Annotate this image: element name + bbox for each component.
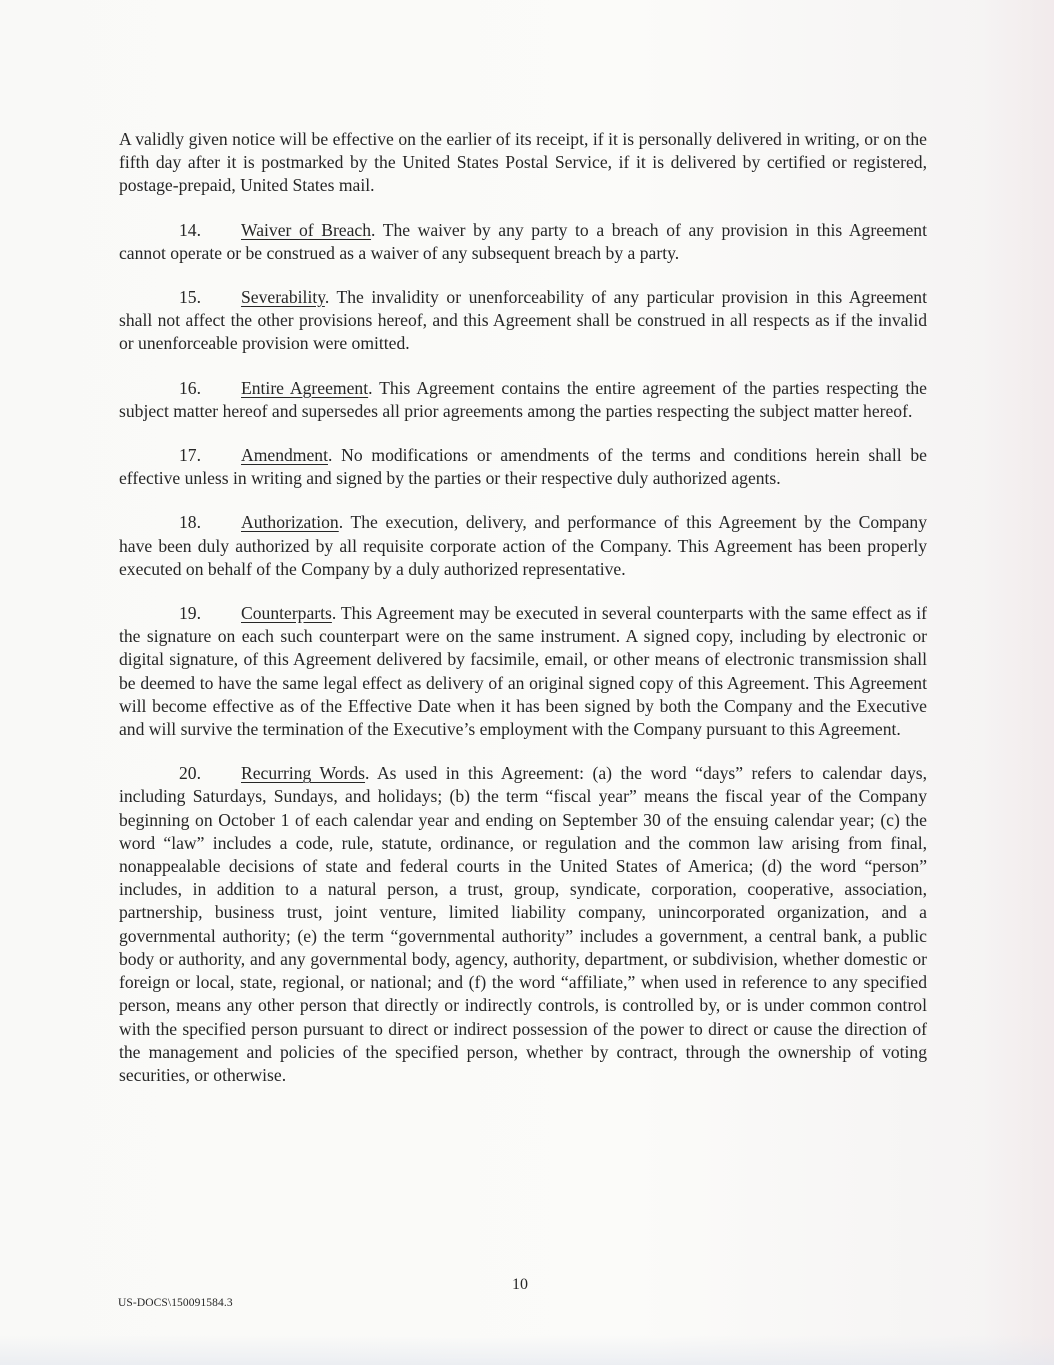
section-heading: Waiver of Breach (241, 219, 372, 240)
section-number: 17. (179, 445, 201, 466)
section-text: . As used in this Agreement: (a) the word “days” refers to calendar days, including Saturdays, Sundays, and holidays; (b) the term “fiscal year” means the fiscal year of the Company beginning on October 1 of each calendar year and ending on September 30 of the ensuing calendar year; (c) the word “law” includes a code, rule, statute, ordinance, or regulation and the common law arising from final, nonappealable decisions of state and federal courts in the United States of America; (d) the word “person” includes, in addition to a natural person, a trust, group, syndicate, corporation, cooperative, association, partnership, business trust, joint venture, limited liability company, unincorporated organization, and a governmental authority; (e) the term “governmental authority” includes a government, a central bank, a public body or authority, and any governmental body, agency, authority, department, or subdivision, whether domestic or foreign or local, state, regional, or national; and (f) the word “affiliate,” when used in reference to any specified person, means any other person that directly or indirectly controls, is controlled by, or is under common control with the specified person pursuant to direct or indirect possession of the power to direct or cause the direction of the management and policies of the specified person, whether by contract, through the ownership of voting securities, or otherwise. (119, 763, 927, 1085)
section-text: . No modifications or amendments of the terms and conditions herein shall be effective unless in writing and signed by the parties or their respective duly authorized agents. (119, 445, 927, 489)
section-20-recurring-words (119, 762, 927, 1087)
section-heading: Severability (241, 287, 325, 308)
section-number: 14. (179, 219, 201, 240)
section-number: 15. (179, 287, 201, 308)
section-14-waiver-of-breach (119, 219, 927, 265)
section-text: . This Agreement may be executed in several counterparts with the same effect as if the signature on each such counterpart were on the same instrument. A signed copy, including by electronic or digital signature, of this Agreement delivered by facsimile, email, or other means of electronic transmission shall be deemed to have the same legal effect as delivery of an original signed copy of this Agreement. This Agreement will become effective as of the Effective Date when it has been signed by both the Company and the Executive and will survive the termination of the Executive’s employment with the Company pursuant to this Agreement. (119, 603, 927, 740)
section-heading: Authorization (241, 512, 339, 533)
section-heading: Recurring Words (241, 763, 366, 784)
scan-edge-shadow (984, 0, 1054, 1365)
page-number: 10 (512, 1276, 528, 1293)
section-text: . This Agreement contains the entire agreement of the parties respecting the subject matter hereof and supersedes all prior agreements among the parties respecting the subject matter hereof. (119, 377, 927, 421)
section-18-authorization (119, 511, 927, 581)
section-17-amendment (119, 444, 927, 490)
paragraph-text: A validly given notice will be effective on the earlier of its receipt, if it is personally delivered in writing, or on the fifth day after it is postmarked by the United States Postal Service, if it is delivered by certified or registered, postage-prepaid, United States mail. (119, 129, 927, 196)
section-number: 19. (179, 603, 201, 624)
section-heading: Counterparts (241, 603, 332, 624)
section-heading: Amendment (241, 445, 328, 466)
section-19-counterparts (119, 602, 927, 741)
section-15-severability (119, 286, 927, 356)
document-id: US-DOCS\150091584.3 (118, 1297, 233, 1309)
section-number: 18. (179, 512, 201, 533)
paragraph-notice (119, 128, 927, 198)
section-heading: Entire Agreement (241, 377, 369, 398)
section-text: . The waiver by any party to a breach of any provision in this Agreement cannot operate or be construed as a waiver of any subsequent breach by a party. (119, 219, 927, 263)
section-number: 20. (179, 763, 201, 784)
section-text: . The execution, delivery, and performance of this Agreement by the Company have been duly authorized by all requisite corporate action of the Company. This Agreement has been properly executed on behalf of the Company by a duly authorized representative. (119, 512, 927, 579)
section-text: . The invalidity or unenforceability of any particular provision in this Agreement shall not affect the other provisions hereof, and this Agreement shall be construed in all respects as if the invalid or unenforceable provision were omitted. (119, 287, 927, 354)
scan-bottom-shadow (0, 1335, 1054, 1365)
section-16-entire-agreement (119, 377, 927, 423)
section-number: 16. (179, 377, 201, 398)
document-body (119, 128, 927, 1108)
